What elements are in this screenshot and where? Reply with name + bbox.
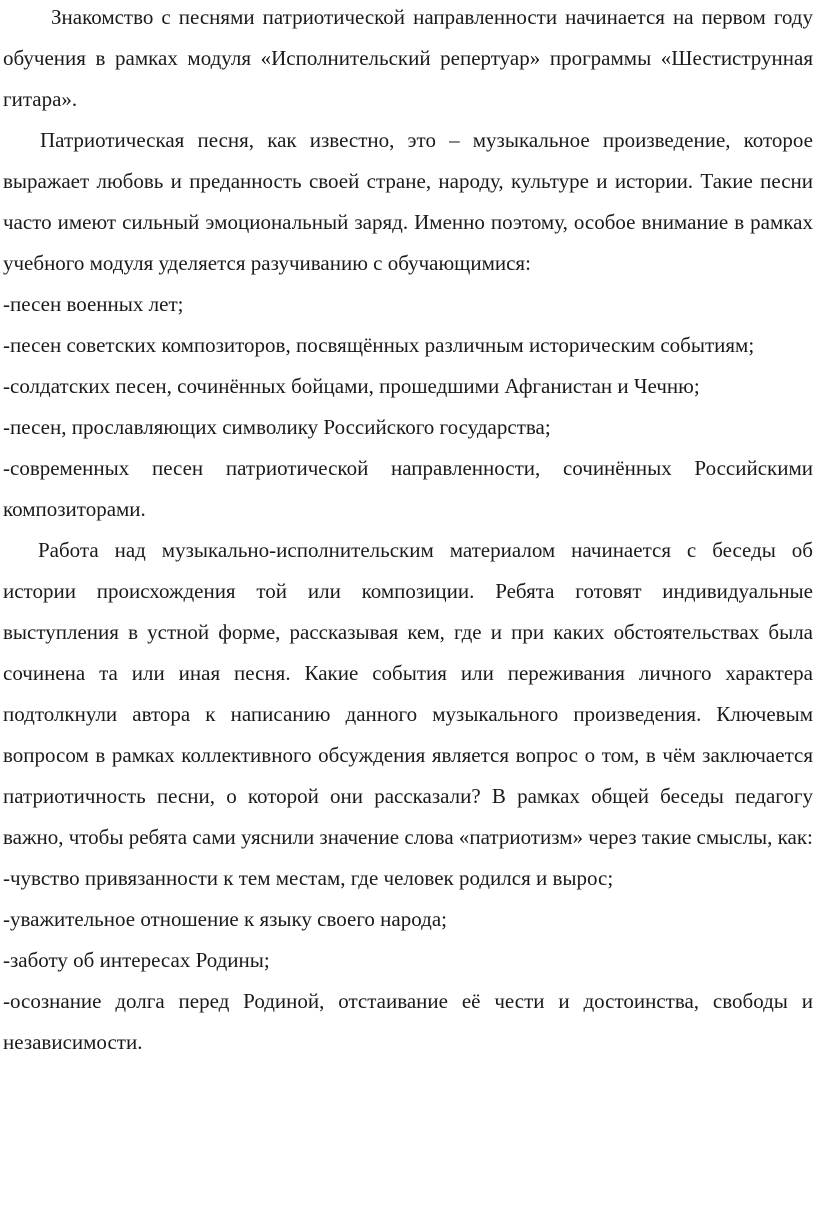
patriotism-meanings-list: [3, 858, 813, 1063]
list-item: -песен военных лет;: [3, 292, 184, 316]
intro-paragraph: Знакомство с песнями патриотической направленности начинается на первом году обучения в рамках модуля «Исполнительский репертуар» программы «Шестиструнная гитара».: [3, 5, 813, 111]
work-paragraph: Работа над музыкально-исполнительским материалом начинается с беседы об истории происхождения той или композиции. Ребята готовят индивидуальные выступления в устной форме, рассказывая кем, где и при каких обстоятельствах была сочинена та или иная песня. Какие события или переживания личного характера подтолкнули автора к написанию данного музыкального произведения. Ключевым вопросом в рамках коллективного обсуждения является вопрос о том, в чём заключается патриотичность песни, о которой они рассказали? В рамках общей беседы педагогу важно, чтобы ребята сами уяснили значение слова «патриотизм» через такие смыслы, как:: [3, 538, 813, 849]
definition-paragraph: Патриотическая песня, как известно, это – музыкальное произведение, которое выражает любовь и преданность своей стране, народу, культуре и истории. Такие песни часто имеют сильный эмоциональный заряд. Именно поэтому, особое внимание в рамках учебного модуля уделяется разучиванию с обучающимися:: [3, 128, 813, 275]
list-item: -заботу об интересах Родины;: [3, 948, 270, 972]
list-item: -песен, прославляющих символику Российского государства;: [3, 415, 551, 439]
list-item: -песен советских композиторов, посвящённых различным историческим событиям;: [3, 333, 755, 357]
list-item: -солдатских песен, сочинённых бойцами, прошедшими Афганистан и Чечню;: [3, 374, 700, 398]
song-types-list: [3, 284, 813, 530]
list-item: -уважительное отношение к языку своего народа;: [3, 907, 447, 931]
list-item: -современных песен патриотической направленности, сочинённых Российскими композиторами.: [3, 456, 813, 521]
list-item: -чувство привязанности к тем местам, где человек родился и вырос;: [3, 866, 614, 890]
list-item: -осознание долга перед Родиной, отстаивание её чести и достоинства, свободы и независимости.: [3, 989, 813, 1054]
